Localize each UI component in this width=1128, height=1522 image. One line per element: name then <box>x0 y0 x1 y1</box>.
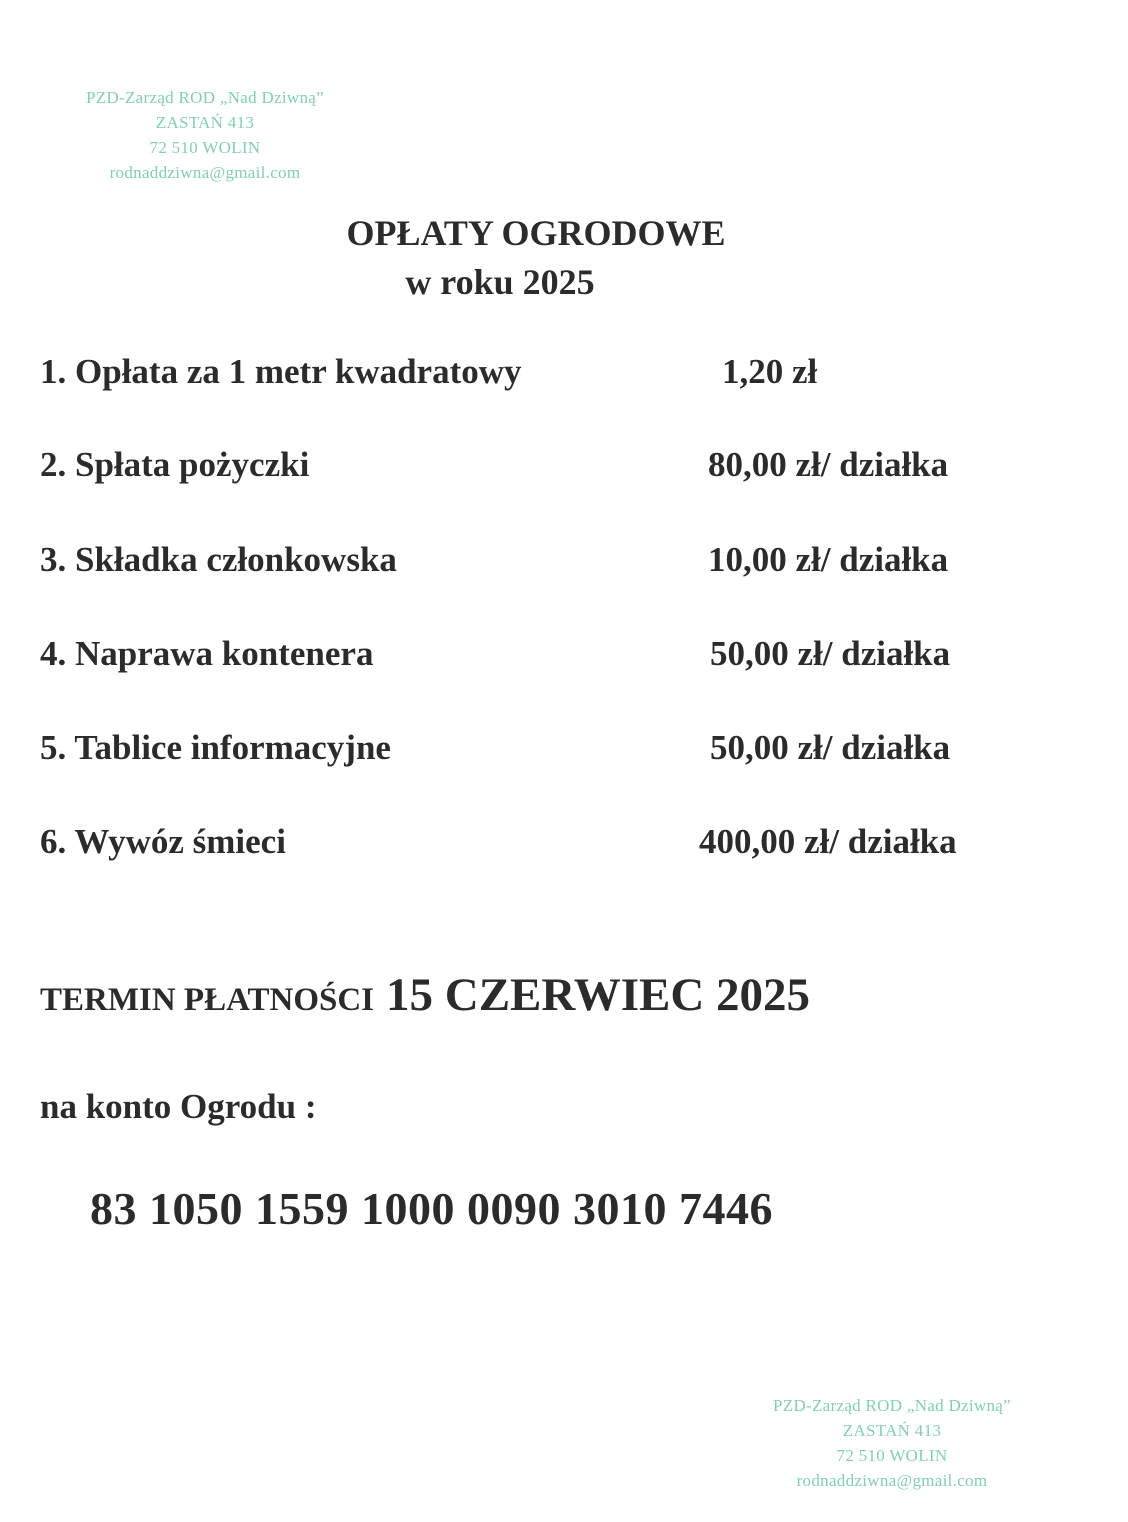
fee-label: 4. Naprawa kontenera <box>40 634 374 673</box>
account-number: 83 1050 1559 1000 0090 3010 7446 <box>90 1183 773 1234</box>
fee-row <box>0 540 1128 590</box>
stamp-name: PZD-Zarząd ROD „Nad Dziwną” <box>86 88 324 107</box>
fee-row <box>0 352 1128 402</box>
fee-amount: 10,00 zł/ działka <box>708 540 949 579</box>
fee-row <box>0 445 1128 495</box>
fee-label: 1. Opłata za 1 metr kwadratowy <box>40 352 522 391</box>
deadline-date: 15 CZERWIEC 2025 <box>386 969 811 1021</box>
fee-row <box>0 822 1128 872</box>
fee-label: 5. Tablice informacyjne <box>40 728 391 767</box>
stamp-city: 72 510 WOLIN <box>149 138 261 157</box>
organization-stamp-top <box>55 85 355 185</box>
fee-label: 2. Spłata pożyczki <box>40 445 310 484</box>
fee-amount: 50,00 zł/ działka <box>710 634 951 673</box>
stamp-email: rodnaddziwna@gmail.com <box>109 163 301 182</box>
document-title: OPŁATY OGRODOWE <box>346 213 726 253</box>
fee-row <box>0 634 1128 684</box>
payment-deadline <box>40 968 810 1022</box>
fee-label: 3. Składka członkowska <box>40 540 397 579</box>
stamp-street: ZASTAŃ 413 <box>842 1421 942 1440</box>
fee-amount: 1,20 zł <box>722 352 818 391</box>
account-label: na konto Ogrodu : <box>40 1087 317 1126</box>
stamp-email: rodnaddziwna@gmail.com <box>796 1471 988 1490</box>
document-subtitle: w roku 2025 <box>405 262 595 302</box>
fee-label: 6. Wywóz śmieci <box>40 822 286 861</box>
stamp-name: PZD-Zarząd ROD „Nad Dziwną” <box>773 1396 1011 1415</box>
fee-amount: 80,00 zł/ działka <box>708 445 949 484</box>
deadline-label: TERMIN PŁATNOŚCI <box>40 982 375 1018</box>
organization-stamp-bottom <box>742 1393 1042 1493</box>
fee-row <box>0 728 1128 778</box>
stamp-city: 72 510 WOLIN <box>836 1446 948 1465</box>
fee-amount: 400,00 zł/ działka <box>699 822 957 861</box>
stamp-street: ZASTAŃ 413 <box>155 113 255 132</box>
fee-amount: 50,00 zł/ działka <box>710 728 951 767</box>
